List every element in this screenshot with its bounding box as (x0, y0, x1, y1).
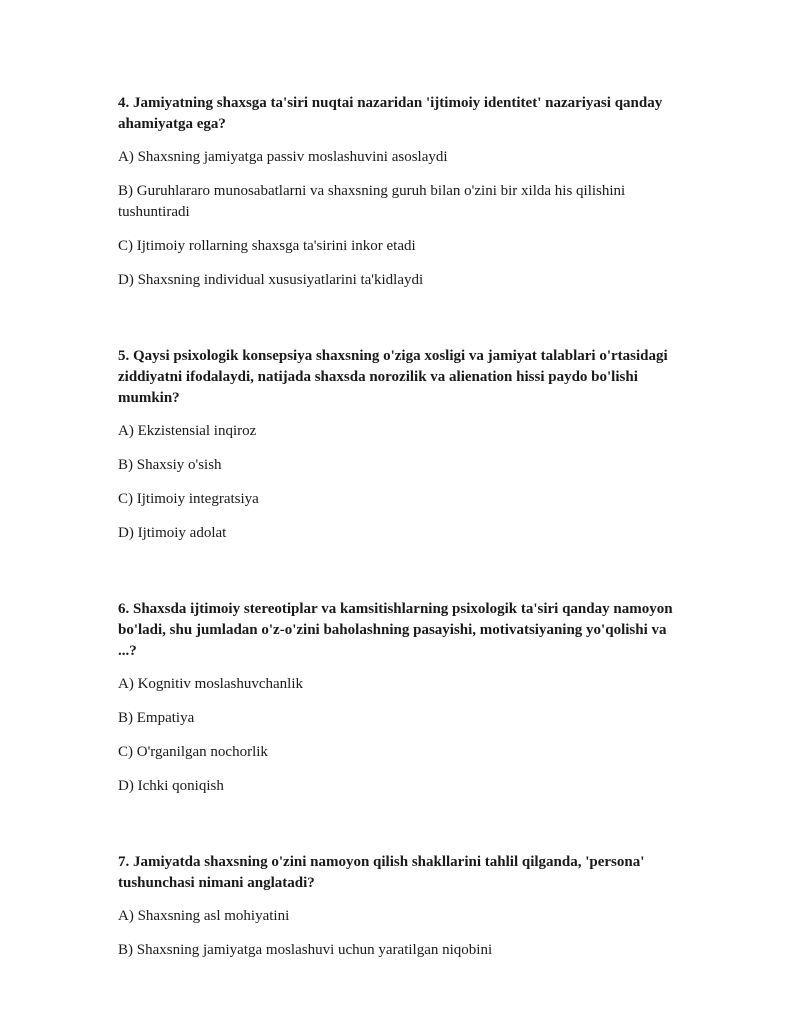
question-text: 7. Jamiyatda shaxsning o'zini namoyon qilish shakllarini tahlil qilganda, 'persona' tushunchasi nimani anglatadi? (118, 854, 645, 891)
answer-option-c: C) Ijtimoiy integratsiya (118, 491, 259, 507)
answer-option-d: D) Ichki qoniqish (118, 778, 224, 794)
question-6 (118, 599, 678, 797)
question-text: 6. Shaxsda ijtimoiy stereotiplar va kamsitishlarning psixologik ta'siri qanday namoyon bo'ladi, shu jumladan o'z-o'zini baholashning pasayishi, motivatsiyaning yo'qolishi va ...? (118, 601, 673, 659)
answer-option-a: A) Shaxsning jamiyatga passiv moslashuvini asoslaydi (118, 149, 448, 165)
answer-option-d: D) Shaxsning individual xususiyatlarini ta'kidlaydi (118, 272, 424, 288)
question-7 (118, 852, 678, 961)
answer-option-b: B) Empatiya (118, 710, 195, 726)
answer-option-d: D) Ijtimoiy adolat (118, 525, 227, 541)
document-page (118, 93, 678, 1016)
answer-option-b: B) Shaxsiy o'sish (118, 457, 222, 473)
answer-option-c: C) O'rganilgan nochorlik (118, 744, 268, 760)
question-5 (118, 346, 678, 544)
question-text: 4. Jamiyatning shaxsga ta'siri nuqtai nazaridan 'ijtimoiy identitet' nazariyasi qanday ahamiyatga ega? (118, 95, 663, 132)
question-4 (118, 93, 678, 291)
answer-option-c: C) Ijtimoiy rollarning shaxsga ta'sirini inkor etadi (118, 238, 416, 254)
answer-option-a: A) Kognitiv moslashuvchanlik (118, 676, 303, 692)
answer-option-b: B) Shaxsning jamiyatga moslashuvi uchun yaratilgan niqobini (118, 942, 493, 958)
question-text: 5. Qaysi psixologik konsepsiya shaxsning o'ziga xosligi va jamiyat talablari o'rtasidagi ziddiyatni ifodalaydi, natijada shaxsda norozilik va alienation hissi paydo bo'lishi mumkin? (118, 348, 668, 406)
answer-option-a: A) Shaxsning asl mohiyatini (118, 908, 290, 924)
answer-option-b: B) Guruhlararo munosabatlarni va shaxsning guruh bilan o'zini bir xilda his qilishini tushuntiradi (118, 183, 626, 220)
answer-option-a: A) Ekzistensial inqiroz (118, 423, 257, 439)
